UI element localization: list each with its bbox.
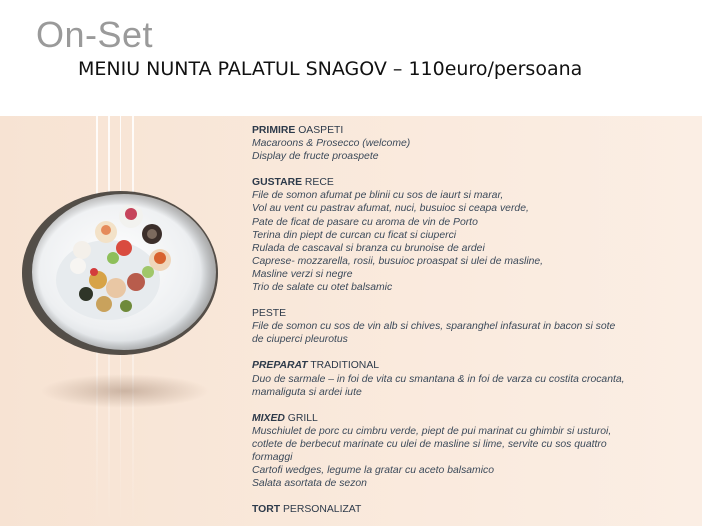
menu-item: mamaliguta si ardei iute — [252, 386, 362, 398]
food-plate-image — [20, 188, 220, 358]
menu-list — [252, 124, 692, 529]
section-heading: PRIMIRE OASPETI — [252, 125, 344, 136]
menu-item: cotlete de berbecut marinate cu ulei de masline si lime, servite cu sos quattro — [252, 438, 607, 450]
section-heading: GUSTARE RECE — [252, 177, 334, 189]
menu-item: File de somon afumat pe blinii cu sos de iaurt si marar, — [252, 190, 504, 202]
page-title: MENIU NUNTA PALATUL SNAGOV – 110euro/persoana — [78, 58, 583, 80]
menu-item: Pate de ficat de pasare cu aroma de vin de Porto — [252, 216, 478, 228]
menu-item: de ciuperci pleurotus — [252, 334, 348, 346]
menu-item: Vol au vent cu pastrav afumat, nuci, busuioc si ceapa verde, — [252, 203, 529, 215]
menu-section-mixed-grill — [252, 412, 692, 491]
menu-item: Rulada de cascaval si branza cu brunoise de ardei — [252, 242, 485, 254]
menu-item: Masline verzi si negre — [252, 268, 353, 280]
menu-section-cold-appetizer — [252, 176, 692, 294]
brand-logo-text: On-Set — [36, 14, 154, 55]
menu-item: Salata asortata de sezon — [252, 478, 367, 490]
menu-section-welcome — [252, 124, 692, 163]
menu-section-fish — [252, 307, 692, 346]
section-heading: TORT PERSONALIZAT — [252, 504, 362, 516]
menu-item: Muschiulet de porc cu cimbru verde, piept de pui marinat cu ghimbir si usturoi, — [252, 425, 612, 437]
menu-item: formaggi — [252, 451, 293, 463]
menu-item: Trio de salate cu otet balsamic — [252, 282, 393, 294]
menu-item: Duo de sarmale – in foi de vita cu smantana & in foi de varza cu costita crocanta, — [252, 373, 625, 385]
menu-item: Macaroons & Prosecco (welcome) — [252, 138, 411, 150]
menu-item: Terina din piept de curcan cu ficat si ciuperci — [252, 229, 457, 241]
menu-section-traditional — [252, 359, 692, 398]
section-heading: PREPARAT TRADITIONAL — [252, 360, 380, 372]
menu-item: Display de fructe proaspete — [252, 151, 379, 163]
section-heading: PESTE — [252, 308, 287, 320]
menu-item: Cartofi wedges, legume la gratar cu aceto balsamico — [252, 465, 494, 477]
menu-section-cake — [252, 503, 692, 516]
plate-shadow — [40, 374, 210, 408]
section-heading: MIXED GRILL — [252, 412, 318, 424]
menu-item: Caprese- mozzarella, rosii, busuioc proaspat si ulei de masline, — [252, 255, 544, 267]
menu-item: File de somon cu sos de vin alb si chives, sparanghel infasurat in bacon si sote — [252, 321, 616, 333]
